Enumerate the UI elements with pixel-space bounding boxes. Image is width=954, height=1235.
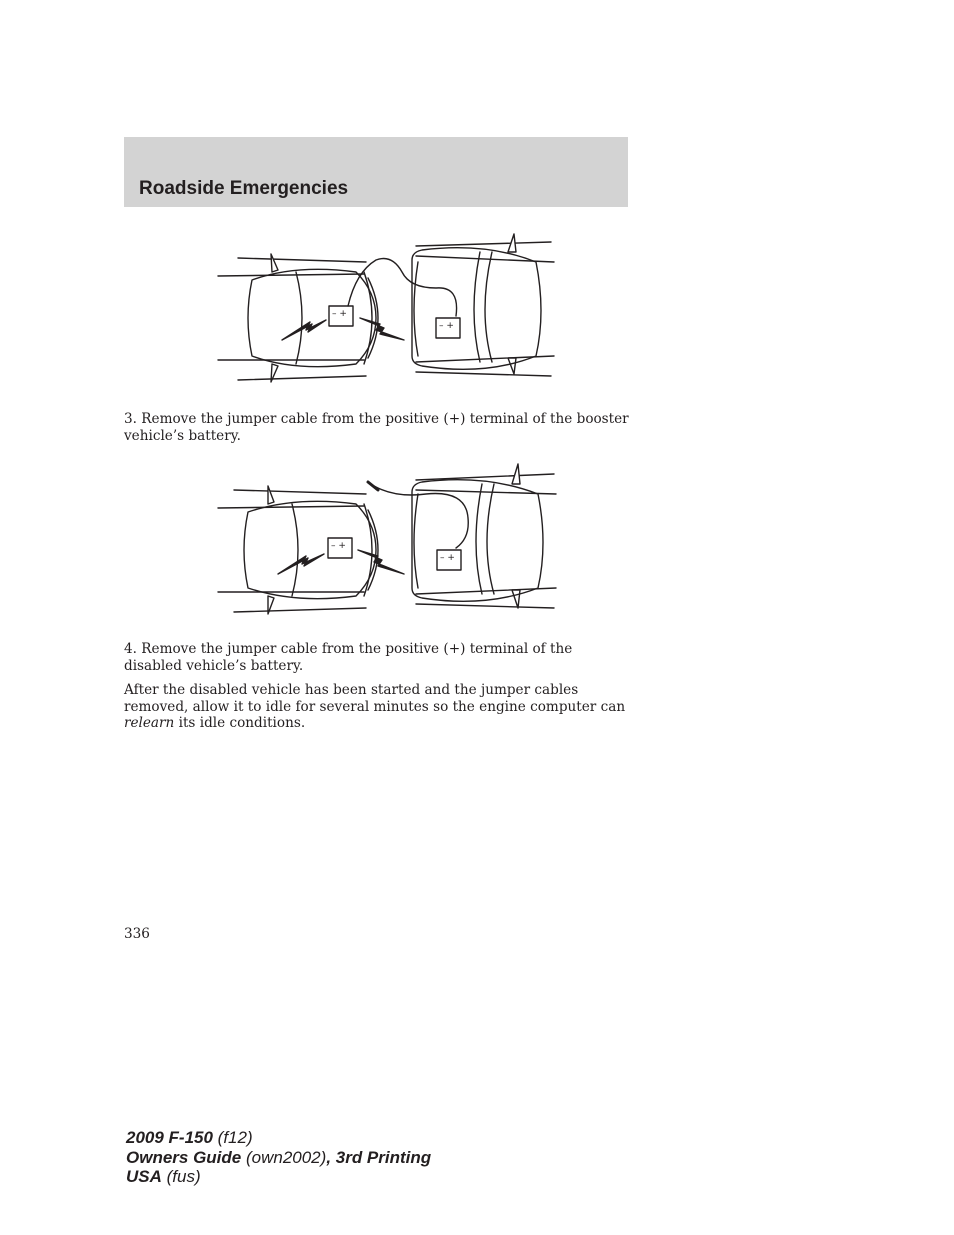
battery-terminal-label: – + <box>439 321 454 331</box>
spark-icon <box>282 320 326 340</box>
footer <box>126 1128 431 1187</box>
spark-icon <box>278 554 324 574</box>
footer-line-3: USA (fus) <box>126 1167 201 1186</box>
battery-terminal-label: – + <box>331 541 346 551</box>
cable-clamp-icon <box>368 482 378 490</box>
footer-line-2: Owners Guide (own2002), 3rd Printing <box>126 1147 432 1167</box>
after-text: After the disabled vehicle has been started and the jumper cables removed, allow it to idle for several minutes so the engine computer can relearn its idle conditions. <box>124 682 626 731</box>
disabled-vehicle <box>218 486 378 614</box>
footer-line-1: 2009 F-150 (f12) <box>126 1128 253 1147</box>
jumper-cable <box>348 259 457 317</box>
jump-start-diagram-2 <box>216 462 561 624</box>
jumper-cable <box>374 486 468 548</box>
section-header <box>124 137 628 207</box>
step-3-text: 3. Remove the jumper cable from the positive (+) terminal of the booster vehicle’s battery. <box>124 411 629 444</box>
booster-vehicle <box>412 234 554 376</box>
spark-icon <box>358 550 404 574</box>
relearn-emphasis: relearn <box>124 715 175 731</box>
spark-icon <box>360 318 404 340</box>
booster-vehicle <box>412 464 556 608</box>
jump-start-diagram-1 <box>216 232 561 392</box>
disabled-vehicle <box>218 254 378 382</box>
section-title: Roadside Emergencies <box>139 178 349 199</box>
battery-booster <box>437 550 461 570</box>
step-4-text: 4. Remove the jumper cable from the positive (+) terminal of the disabled vehicle’s battery. <box>124 641 573 674</box>
page-number: 336 <box>124 926 150 942</box>
battery-terminal-label: – + <box>332 309 347 319</box>
battery-booster <box>436 318 460 338</box>
battery-disabled <box>328 538 352 558</box>
battery-disabled <box>329 306 353 326</box>
battery-terminal-label: – + <box>440 553 455 563</box>
